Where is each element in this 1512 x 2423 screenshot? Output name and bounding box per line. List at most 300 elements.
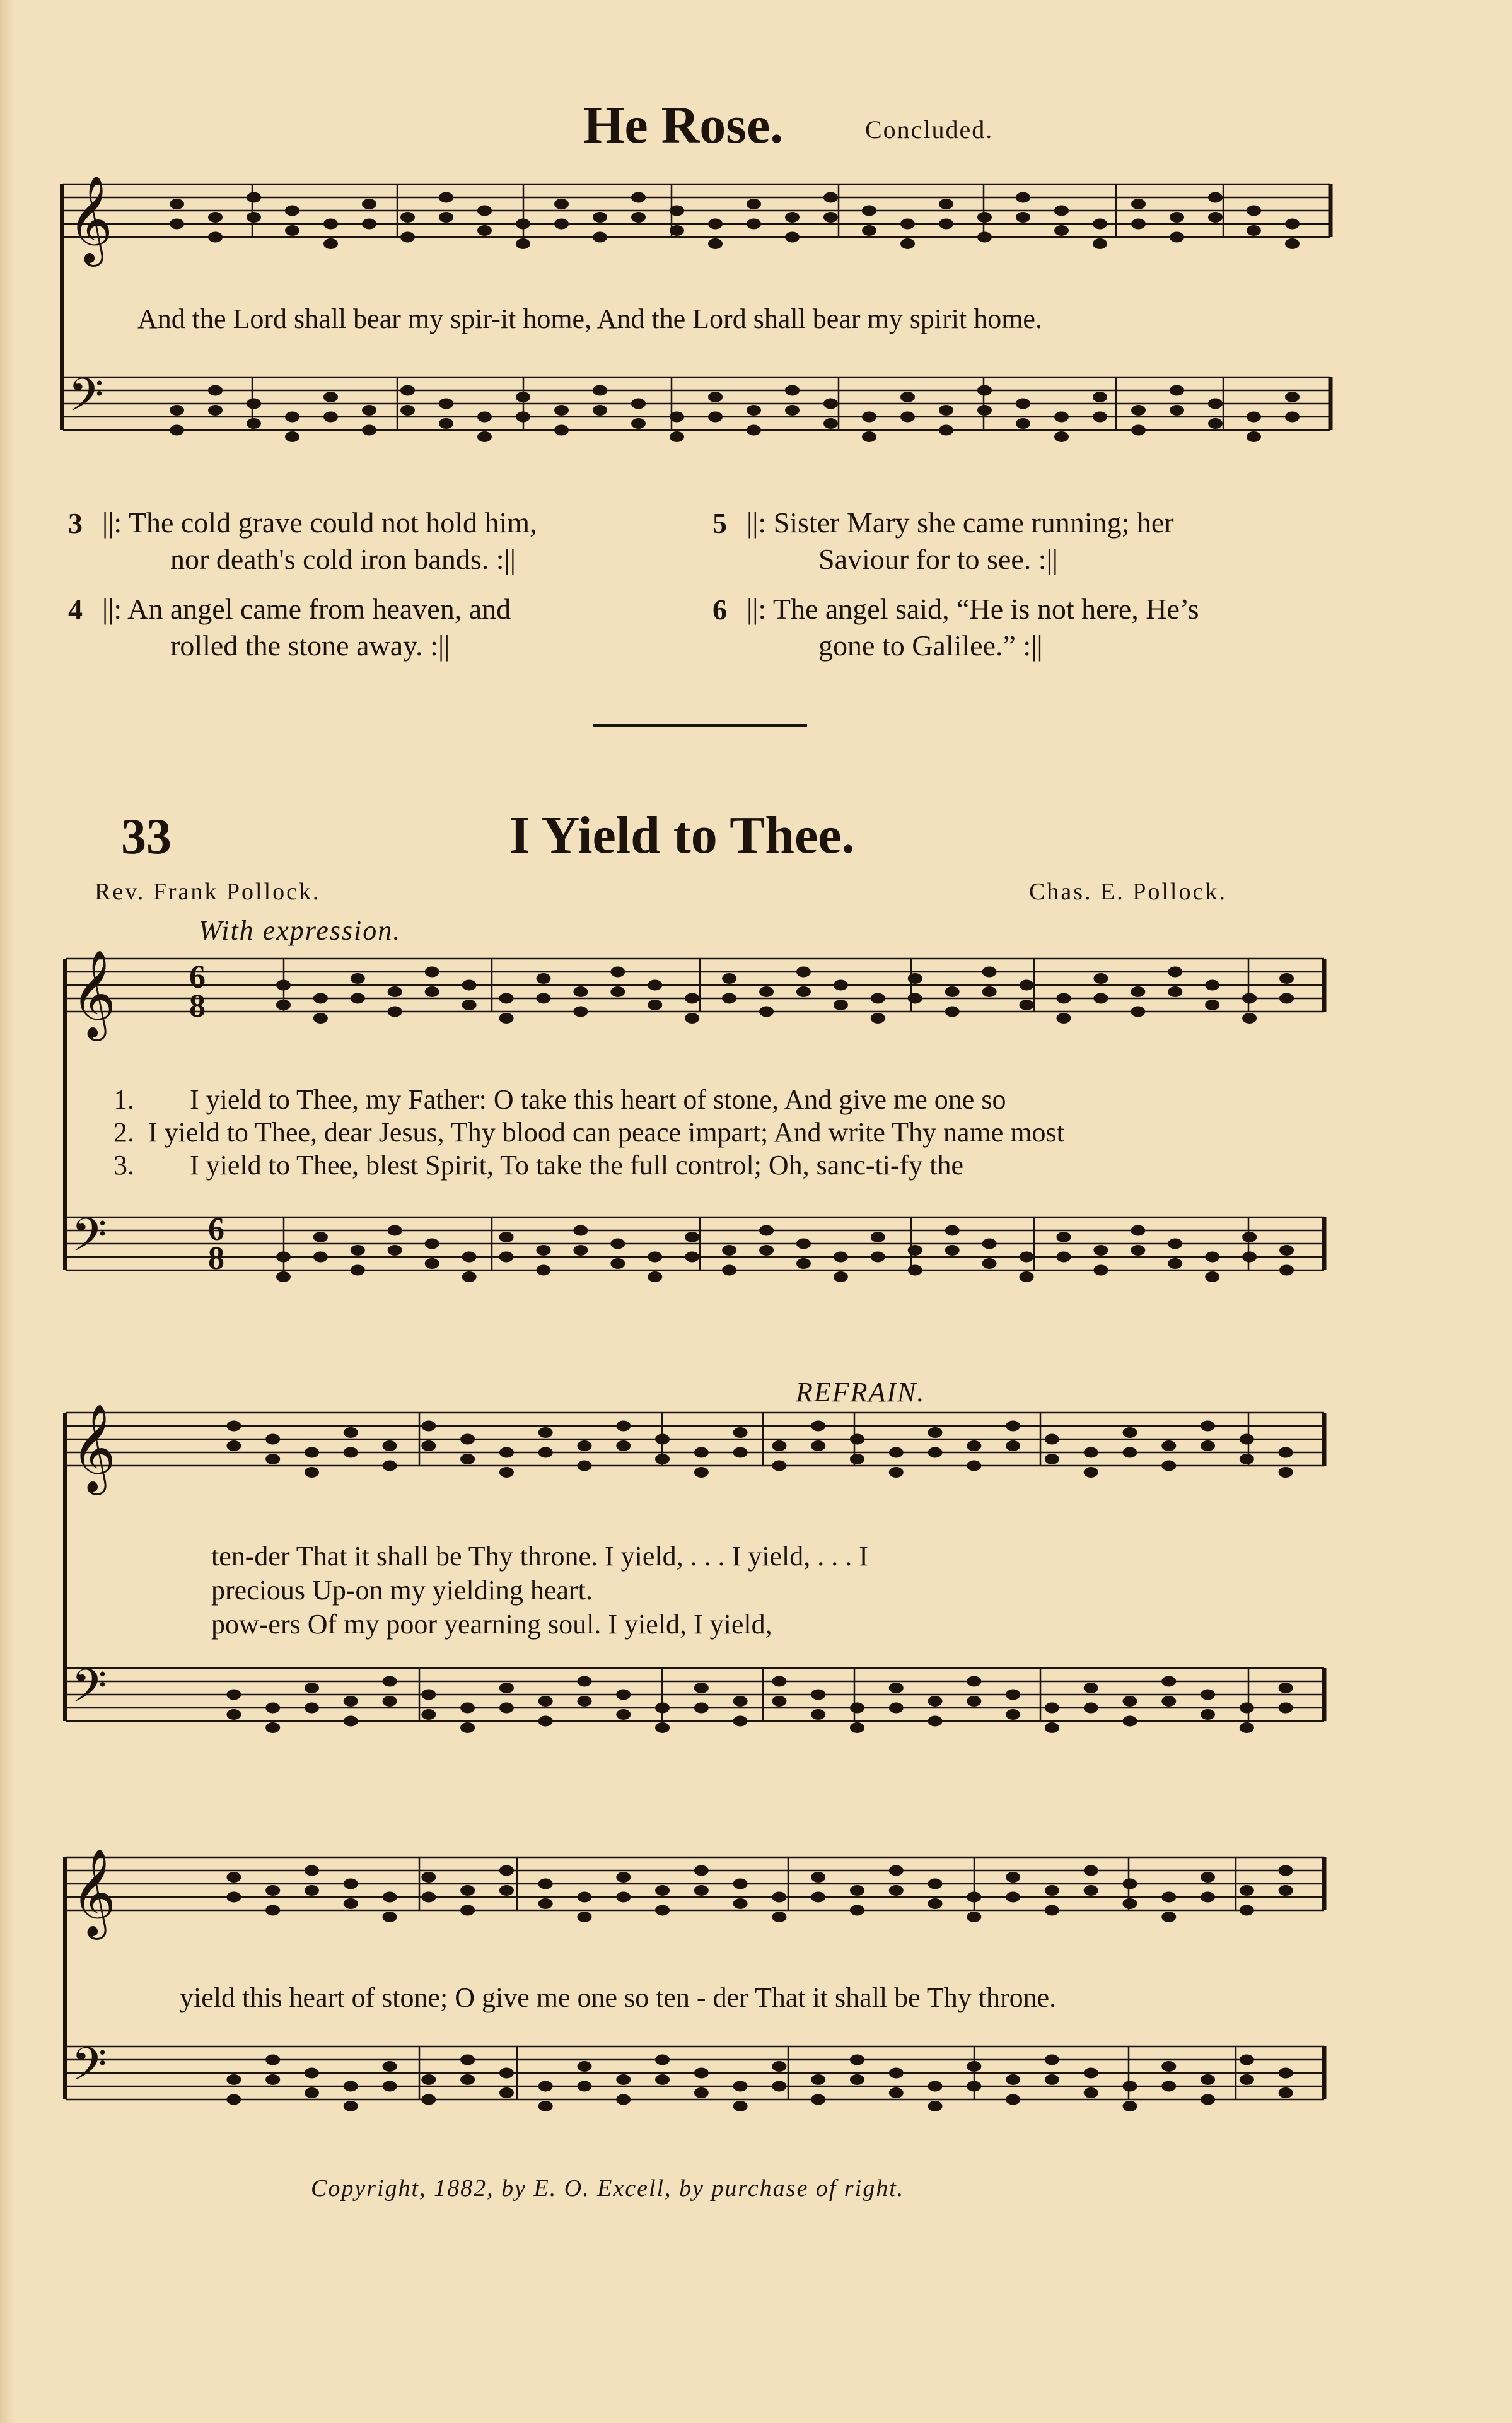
stanza-line: 2. I yield to Thee, dear Jesus, Thy blood can peace impart; And write Thy name most <box>113 1117 1064 1148</box>
note-head <box>344 1447 358 1457</box>
note-head <box>945 1007 959 1017</box>
note-head <box>617 2075 631 2085</box>
note-head <box>1132 425 1146 435</box>
note-head <box>1123 1716 1137 1726</box>
note-head <box>834 1000 847 1010</box>
note-head <box>363 406 376 416</box>
note-head <box>170 425 184 435</box>
note-head <box>313 993 327 1003</box>
note-head <box>685 1252 699 1262</box>
note-head <box>499 1886 513 1896</box>
note-head <box>760 1007 774 1017</box>
note-head <box>617 1421 631 1431</box>
stanza-line: yield this heart of stone; O give me one so ten - der That it shall be Thy throne. <box>180 1982 1057 2013</box>
verse-line: ||: The cold grave could not hold him, <box>102 506 537 539</box>
note-head <box>889 1886 903 1896</box>
note-head <box>1243 1013 1257 1024</box>
note-head <box>1016 213 1030 223</box>
note-head <box>351 1246 364 1256</box>
time-signature-bottom: 8 <box>189 988 206 1024</box>
note-head <box>617 1892 631 1902</box>
note-head <box>574 1007 588 1017</box>
note-head <box>1020 1252 1033 1262</box>
note-head <box>648 980 662 990</box>
note-head <box>811 1690 825 1700</box>
note-head <box>811 2075 825 2085</box>
note-head <box>1045 1723 1059 1733</box>
note-head <box>694 2068 708 2078</box>
note-head <box>889 2088 903 2098</box>
note-head <box>1168 987 1182 997</box>
note-head <box>871 993 885 1003</box>
note-head <box>1279 2068 1293 2078</box>
note-head <box>305 2088 318 2098</box>
note-head <box>383 2062 397 2072</box>
note-head <box>516 392 530 402</box>
note-head <box>1240 1905 1253 1915</box>
note-head <box>1055 412 1069 422</box>
note-head <box>499 1703 513 1713</box>
note-head <box>538 1879 552 1889</box>
note-head <box>1045 2055 1059 2065</box>
note-head <box>796 1259 810 1269</box>
note-head <box>733 2101 747 2111</box>
note-head <box>656 2055 670 2065</box>
hymn1-title: He Rose. <box>583 96 784 155</box>
stanza-line: 3. I yield to Thee, blest Spirit, To take the full control; Oh, sanc-ti-fy the <box>113 1150 964 1181</box>
note-head <box>324 219 338 229</box>
note-head <box>1240 1703 1253 1713</box>
note-head <box>982 987 996 997</box>
verse-line: Saviour for to see. :|| <box>818 543 1058 575</box>
note-head <box>811 2094 825 2105</box>
note-head <box>1123 1447 1137 1457</box>
note-head <box>723 1246 736 1256</box>
note-head <box>383 2081 397 2091</box>
note-head <box>593 213 607 223</box>
note-head <box>461 1905 475 1915</box>
note-head <box>247 213 261 223</box>
note-head <box>227 2075 241 2085</box>
note-head <box>1201 2094 1215 2105</box>
note-head <box>227 1872 241 1883</box>
note-head <box>982 967 996 977</box>
note-head <box>1132 406 1146 416</box>
note-head <box>747 425 761 435</box>
note-head <box>363 425 376 435</box>
note-head <box>685 1013 699 1024</box>
note-head <box>170 219 184 229</box>
note-head <box>850 2055 864 2065</box>
note-head <box>617 1441 631 1451</box>
note-head <box>1162 1676 1176 1686</box>
note-head <box>388 1007 402 1017</box>
bass-clef: 𝄢 <box>71 1208 107 1273</box>
note-head <box>499 1865 513 1876</box>
note-head <box>478 226 492 236</box>
note-head <box>538 2081 552 2091</box>
refrain-label: REFRAIN. <box>796 1377 926 1408</box>
note-head <box>901 239 915 249</box>
note-head <box>1280 974 1294 984</box>
note-head <box>351 993 364 1003</box>
note-head <box>1201 1441 1215 1451</box>
note-head <box>276 1272 290 1282</box>
note-head <box>632 213 646 223</box>
note-head <box>733 2081 747 2091</box>
note-head <box>656 1905 670 1915</box>
note-head <box>1286 392 1300 402</box>
note-head <box>578 2081 591 2091</box>
note-head <box>1247 412 1261 422</box>
note-head <box>939 219 953 229</box>
note-head <box>928 1447 942 1457</box>
note-head <box>1170 213 1184 223</box>
note-head <box>824 192 838 202</box>
hymn1-subtitle: Concluded. <box>865 115 994 144</box>
note-head <box>834 1252 847 1262</box>
note-head <box>425 1239 439 1249</box>
note-head <box>863 206 876 216</box>
note-head <box>1094 1265 1108 1275</box>
note-head <box>286 226 299 236</box>
note-head <box>578 1676 591 1686</box>
note-head <box>1206 1272 1219 1282</box>
note-head <box>1206 1252 1219 1262</box>
note-head <box>1162 1441 1176 1451</box>
note-head <box>811 1892 825 1902</box>
note-head <box>967 1461 981 1471</box>
note-head <box>982 1239 996 1249</box>
note-head <box>772 1892 786 1902</box>
note-head <box>694 2088 708 2098</box>
note-head <box>344 2101 358 2111</box>
note-head <box>670 226 684 236</box>
note-head <box>747 199 761 209</box>
note-head <box>1240 1723 1253 1733</box>
note-head <box>555 406 569 416</box>
note-head <box>574 1225 588 1235</box>
note-head <box>1093 392 1107 402</box>
note-head <box>871 1013 885 1024</box>
note-head <box>1057 1232 1071 1242</box>
note-head <box>928 1696 942 1707</box>
note-head <box>537 974 550 984</box>
treble-clef: 𝄞 <box>71 1404 116 1492</box>
note-head <box>863 412 876 422</box>
note-head <box>967 1441 981 1451</box>
note-head <box>908 993 922 1003</box>
note-head <box>1084 1683 1098 1693</box>
verse-line: ||: An angel came from heaven, and <box>102 593 511 625</box>
note-head <box>1280 1265 1294 1275</box>
note-head <box>305 1865 318 1876</box>
note-head <box>747 219 761 229</box>
note-head <box>383 1912 397 1922</box>
note-head <box>439 419 453 429</box>
note-head <box>1162 1461 1176 1471</box>
note-head <box>694 1447 708 1457</box>
note-head <box>648 1000 662 1010</box>
note-head <box>313 1232 327 1242</box>
note-head <box>694 1468 708 1478</box>
note-head <box>227 1441 241 1451</box>
hymn2-number: 33 <box>121 809 172 865</box>
note-head <box>1247 432 1261 442</box>
note-head <box>656 1703 670 1713</box>
note-head <box>1020 980 1033 990</box>
note-head <box>578 1892 591 1902</box>
note-head <box>611 967 625 977</box>
note-head <box>967 1696 981 1707</box>
note-head <box>978 232 992 242</box>
note-head <box>227 1710 241 1720</box>
note-head <box>422 2094 436 2105</box>
note-head <box>363 219 376 229</box>
note-head <box>928 1716 942 1726</box>
note-head <box>871 1232 885 1242</box>
note-head <box>863 226 876 236</box>
note-head <box>611 1239 625 1249</box>
note-head <box>1016 399 1030 409</box>
note-head <box>1162 2062 1176 2072</box>
time-signature-bottom: 8 <box>208 1241 224 1276</box>
note-head <box>499 993 513 1003</box>
note-head <box>538 1899 552 1909</box>
note-head <box>889 1447 903 1457</box>
note-head <box>811 1872 825 1883</box>
note-head <box>850 1905 864 1915</box>
note-head <box>1132 199 1146 209</box>
note-head <box>383 1696 397 1707</box>
verse-line: nor death's cold iron bands. :|| <box>170 543 516 575</box>
note-head <box>313 1252 327 1262</box>
note-head <box>656 1886 670 1896</box>
time-signature-top: 6 <box>208 1212 224 1247</box>
note-head <box>1006 1421 1020 1431</box>
note-head <box>1084 1865 1098 1876</box>
note-head <box>648 1272 662 1282</box>
note-head <box>709 219 723 229</box>
treble-clef: 𝄞 <box>71 950 116 1037</box>
note-head <box>313 1013 327 1024</box>
note-head <box>850 1703 864 1713</box>
note-head <box>266 1434 280 1444</box>
note-head <box>850 1886 864 1896</box>
note-head <box>694 1683 708 1693</box>
note-head <box>1240 1886 1253 1896</box>
note-head <box>670 206 684 216</box>
note-head <box>1016 192 1030 202</box>
note-head <box>1057 993 1071 1003</box>
note-head <box>811 1710 825 1720</box>
copyright-notice: Copyright, 1882, by E. O. Excell, by purchase of right. <box>311 2175 905 2202</box>
note-head <box>1170 232 1184 242</box>
note-head <box>889 1683 903 1693</box>
note-head <box>670 432 684 442</box>
note-head <box>1131 1225 1145 1235</box>
note-head <box>499 2068 513 2078</box>
note-head <box>462 1252 476 1262</box>
note-head <box>908 1246 922 1256</box>
note-head <box>1084 1447 1098 1457</box>
note-head <box>578 1461 591 1471</box>
note-head <box>656 1454 670 1464</box>
note-head <box>388 1225 402 1235</box>
note-head <box>344 1716 358 1726</box>
note-head <box>276 1000 290 1010</box>
note-head <box>499 1252 513 1262</box>
note-head <box>266 1454 280 1464</box>
note-head <box>324 392 338 402</box>
note-head <box>344 1428 358 1438</box>
note-head <box>578 1441 591 1451</box>
note-head <box>772 1912 786 1922</box>
note-head <box>709 392 723 402</box>
note-head <box>461 1454 475 1464</box>
note-head <box>286 206 299 216</box>
note-head <box>617 1690 631 1700</box>
bass-clef: 𝄢 <box>71 1659 107 1724</box>
note-head <box>1209 192 1223 202</box>
note-head <box>461 1723 475 1733</box>
note-head <box>939 425 953 435</box>
note-head <box>747 406 761 416</box>
verse-line: ||: The angel said, “He is not here, He’s <box>747 593 1199 625</box>
note-head <box>796 987 810 997</box>
note-head <box>611 1259 625 1269</box>
note-head <box>422 1441 436 1451</box>
note-head <box>850 1434 864 1444</box>
note-head <box>1123 2101 1137 2111</box>
note-head <box>1201 1872 1215 1883</box>
stanza-line: ten-der That it shall be Thy throne. I yield, . . . I yield, . . . I <box>211 1541 868 1572</box>
note-head <box>648 1252 662 1262</box>
note-head <box>1162 2081 1176 2091</box>
note-head <box>1045 2075 1059 2085</box>
note-head <box>422 1710 436 1720</box>
note-head <box>772 1441 786 1451</box>
treble-clef: 𝄞 <box>71 1848 116 1936</box>
note-head <box>266 2055 280 2065</box>
note-head <box>538 1716 552 1726</box>
note-head <box>422 1421 436 1431</box>
note-head <box>1209 399 1223 409</box>
note-head <box>1020 1272 1033 1282</box>
note-head <box>324 412 338 422</box>
note-head <box>499 1447 513 1457</box>
note-head <box>632 419 646 429</box>
note-head <box>786 213 800 223</box>
note-head <box>1045 1886 1059 1896</box>
note-head <box>383 1892 397 1902</box>
note-head <box>1123 1879 1137 1889</box>
tempo-marking: With expression. <box>199 915 402 946</box>
note-head <box>461 1703 475 1713</box>
note-head <box>632 192 646 202</box>
note-head <box>982 1259 996 1269</box>
note-head <box>555 425 569 435</box>
verse-number: 6 <box>712 593 727 626</box>
note-head <box>811 1441 825 1451</box>
note-head <box>266 1886 280 1896</box>
note-head <box>978 406 992 416</box>
note-head <box>1286 412 1300 422</box>
note-head <box>1240 2055 1253 2065</box>
note-head <box>889 1703 903 1713</box>
note-head <box>1280 1246 1294 1256</box>
note-head <box>461 1886 475 1896</box>
note-head <box>1006 1441 1020 1451</box>
note-head <box>967 2081 981 2091</box>
note-head <box>422 1872 436 1883</box>
note-head <box>578 2062 591 2072</box>
note-head <box>850 1454 864 1464</box>
note-head <box>772 2081 786 2091</box>
note-head <box>685 993 699 1003</box>
note-head <box>1209 213 1223 223</box>
note-head <box>1162 1892 1176 1902</box>
note-head <box>1131 987 1145 997</box>
note-head <box>1247 226 1261 236</box>
note-head <box>1240 1434 1253 1444</box>
note-head <box>1132 219 1146 229</box>
note-head <box>1084 1468 1098 1478</box>
note-head <box>709 412 723 422</box>
note-head <box>760 1246 774 1256</box>
note-head <box>305 1683 318 1693</box>
note-head <box>170 406 184 416</box>
note-head <box>363 199 376 209</box>
note-head <box>574 1246 588 1256</box>
note-head <box>1243 1232 1257 1242</box>
note-head <box>945 1246 959 1256</box>
note-head <box>786 406 800 416</box>
note-head <box>824 399 838 409</box>
note-head <box>286 412 299 422</box>
note-head <box>928 1899 942 1909</box>
note-head <box>1057 1013 1071 1024</box>
note-head <box>305 1703 318 1713</box>
stanza-line: pow-ers Of my poor yearning soul. I yield, I yield, <box>211 1609 772 1640</box>
note-head <box>422 1690 436 1700</box>
note-head <box>1006 1690 1020 1700</box>
bass-clef: 𝄢 <box>71 2037 107 2102</box>
note-head <box>901 392 915 402</box>
note-head <box>850 2075 864 2085</box>
note-head <box>1240 2075 1253 2085</box>
note-head <box>796 1239 810 1249</box>
note-head <box>889 1468 903 1478</box>
verse-line: rolled the stone away. :|| <box>170 629 450 662</box>
note-head <box>1094 974 1108 984</box>
note-head <box>1006 1872 1020 1883</box>
note-head <box>1057 1252 1071 1262</box>
note-head <box>1279 1447 1293 1457</box>
note-head <box>266 1723 280 1733</box>
note-head <box>1006 1892 1020 1902</box>
verse-number: 5 <box>712 507 727 539</box>
note-head <box>537 993 550 1003</box>
note-head <box>1084 1886 1098 1896</box>
note-head <box>772 1461 786 1471</box>
note-head <box>227 2094 241 2105</box>
note-head <box>1123 2081 1137 2091</box>
note-head <box>656 1434 670 1444</box>
note-head <box>908 974 922 984</box>
note-head <box>516 239 530 249</box>
note-head <box>425 987 439 997</box>
